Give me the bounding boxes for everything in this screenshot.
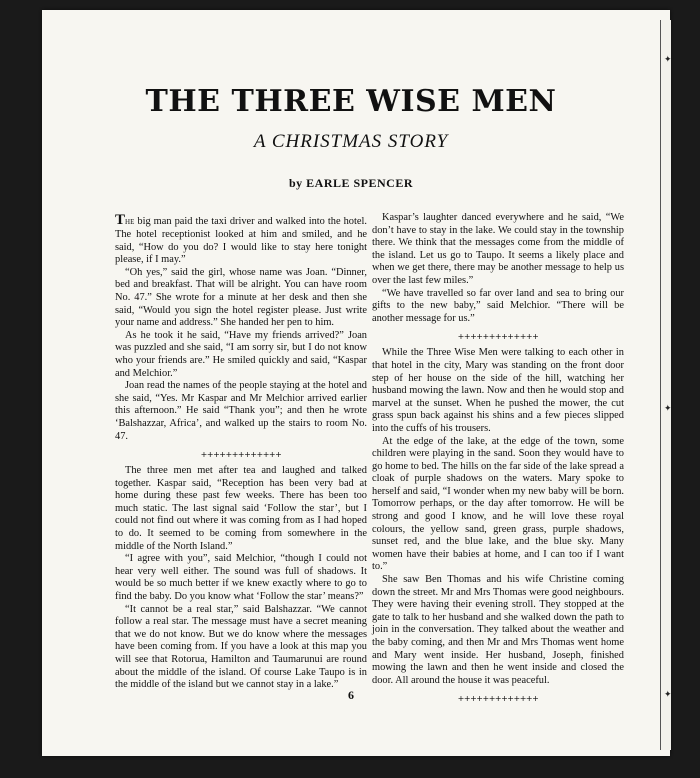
paragraph: “Oh yes,” said the girl, whose name was Joan. “Dinner, bed and breakfast. That will be alright. You can have room No. 47.” She wrote for a minute at her desk and then she said, “Would you sign the hotel register please. Just write your name and address.” She handed her pen to him. <box>115 266 367 329</box>
binding-mark: ✦ <box>664 55 672 65</box>
paragraph: “It cannot be a real star,” said Balshazzar. “We cannot follow a real star. The message must have a secret meaning that we do not know. But we do know where the messages have been coming from. If you have a look at this map you will see that Rotorua, Hamilton and Taumarunui are round about the middle of the island. Of course Lake Taupo is in the middle of the island but we cannot stay in a lake.” <box>115 603 367 691</box>
paragraph: While the Three Wise Men were talking to each other in that hotel in the city, Mary was standing on the front door step of her house on the side of the hill, watching her husband mowing the lawn. Now and then he would stop and marvel at the sunset. When he pushed the mower, the cut grass spun back against his shins and a few pieces slipped into the cuffs of his trousers. <box>372 347 624 434</box>
paragraph <box>115 212 367 267</box>
article-byline: by EARLE SPENCER <box>288 176 414 190</box>
page-number: 6 <box>348 688 354 702</box>
paragraph: “We have travelled so far over land and sea to bring our gifts to the new baby,” said Melchior. “There will be another message for us.” <box>372 287 624 324</box>
drop-cap: T <box>115 212 126 228</box>
right-column <box>372 212 624 709</box>
article-subtitle: A CHRISTMAS STORY <box>253 131 449 152</box>
section-divider: +++++++++++++ <box>457 694 539 704</box>
binding-mark: ✦ <box>664 404 672 414</box>
paragraph: At the edge of the lake, at the edge of the town, some children were playing in the sand. Soon they would have to go home to bed. The hills on the far side of the lake spread a cloak of purple shadows on the waters. Mary spoke to herself and said, “I wonder when my new baby will be born. Tomorrow perhaps, or the day after tomorrow. He will be strong and good I know, and he will love these royal colours, the yellow sand, green grass, purple shadows, sunset red, and the blue lake, and the blue sky. Many women have their babies at home, and I can too if I want to.” <box>372 435 624 573</box>
paragraph: Kaspar’s laughter danced everywhere and he said, “We don’t have to stay in the lake. We could stay in the township there. We think that the messages come from the middle of the island. Let us go to Taupo. It seems a likely place and when we get there, there may be another message to help us over the last few miles.” <box>372 212 624 286</box>
paragraph: She saw Ben Thomas and his wife Christine coming down the street. Mr and Mrs Thomas were good neighbours. They were having their evening stroll. They stopped at the gate to talk to her husband and she walked down the path to join in the conversation. They talked about the weather and the baby coming, and then Mr and Mrs Thomas went home and Mary went inside. Her husband, Joseph, finished mowing the lawn and then he went inside and closed the door. All around the house it was peaceful. <box>372 574 624 686</box>
adjacent-page-edge <box>660 20 671 750</box>
paragraph: As he took it he said, “Have my friends arrived?” Joan was puzzled and she said, “I am sorry sir, but I do not know who your friends are.” He smiled quickly and said, “Kaspar and Melchior.” <box>115 329 367 379</box>
section-divider: +++++++++++++ <box>457 332 539 342</box>
binding-mark: ✦ <box>664 690 672 700</box>
paragraph: “I agree with you”, said Melchior, “though I could not hear very well either. The sound was full of shadows. It would be so much better if we knew exactly where to go to find the baby. Do you know what ‘Follow the star’ means?” <box>115 553 367 603</box>
paragraph: The three men met after tea and laughed and talked together. Kaspar said, “Reception has been very bad at home during these past few weeks. There has been too much static. The last signal said ‘Follow the star’, but I could not find out where it was coming from as I had hoped to do. It seemed to be coming from somewhere in the middle of the North Island.” <box>115 465 367 552</box>
small-caps-lead: he <box>125 216 135 227</box>
left-column <box>115 212 367 692</box>
paragraph-text: big man paid the taxi driver and walked into the hotel. The hotel receptionist looked at him and smiled, and he said, “How do you do? I would like to stay here tonight please, if I may.” <box>115 216 367 266</box>
paragraph: Joan read the names of the people staying at the hotel and she said, “Yes. Mr Kaspar and Mr Melchior arrived earlier this afternoon.” He said “Thank you”; and then he wrote ‘Balshazzar, Africa’, and walked up the stairs to room No. 47. <box>115 380 367 442</box>
article-title: THE THREE WISE MEN <box>145 84 557 119</box>
section-divider: +++++++++++++ <box>200 450 282 460</box>
